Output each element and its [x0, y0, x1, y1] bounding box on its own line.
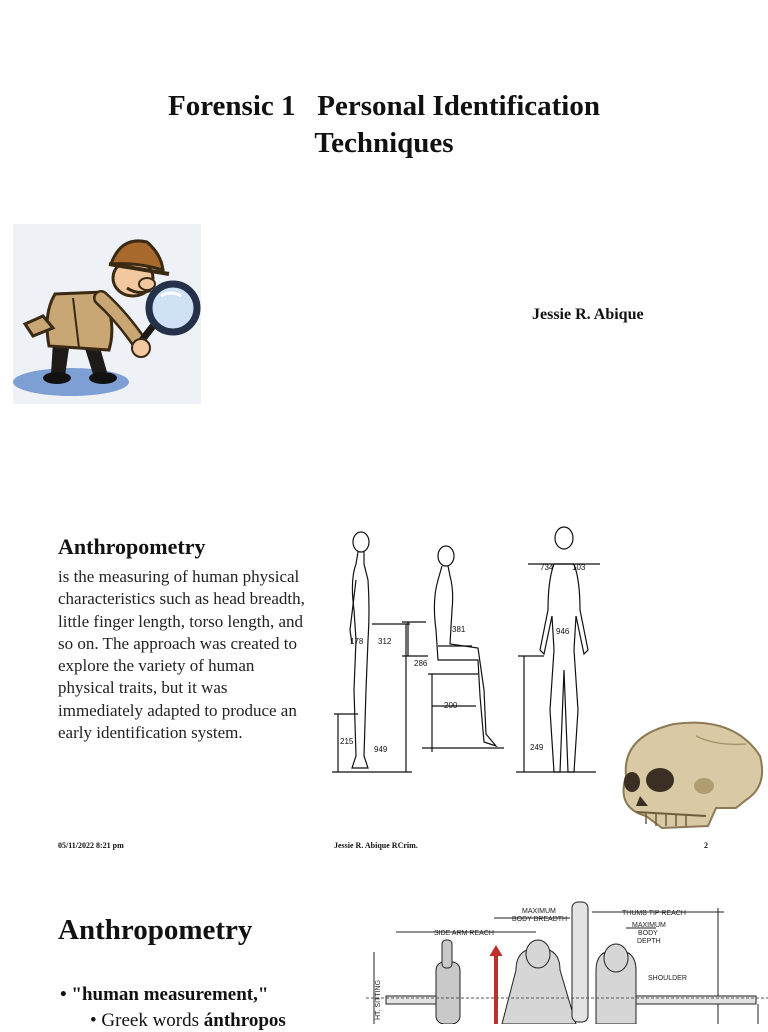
label-max-body-depth-1: MAXIMUM [632, 922, 666, 929]
bullet-greek-term: ánthropos [203, 1010, 286, 1031]
anthropometry-heading: Anthropometry [58, 534, 206, 559]
label-215: 215 [340, 737, 354, 746]
label-max-body-depth-3: DEPTH [637, 938, 661, 945]
label-200: 200 [444, 701, 458, 710]
page-number: 2 [704, 841, 708, 850]
label-max-body-breadth-1: MAXIMUM [522, 908, 556, 915]
label-max-body-breadth-2: BODY BREADTH [512, 916, 568, 923]
body-reach-measurement-diagram [366, 896, 768, 1024]
label-height-sitting: HT. SITTING [375, 979, 382, 1020]
label-734: 734 [540, 563, 554, 572]
human-skull-image [596, 716, 768, 834]
human-body-measurement-figures [328, 520, 600, 782]
anthropometry-heading-2: Anthropometry [58, 914, 253, 946]
label-side-arm-reach: SIDE ARM REACH [434, 930, 494, 937]
label-max-body-depth-2: BODY [638, 930, 658, 937]
detective-with-magnifying-glass-icon [13, 224, 201, 404]
bullet-human-measurement: • "human measurement," [60, 984, 269, 1005]
bullet-greek-words-text: • Greek words [90, 1010, 204, 1031]
label-thumb-tip-reach: THUMB TIP REACH [622, 910, 686, 917]
label-312: 312 [378, 637, 392, 646]
bullet-greek-words [90, 1010, 286, 1032]
label-286: 286 [414, 659, 428, 668]
footer-date: 05/11/2022 8:21 pm [58, 841, 124, 850]
anthropometry-definition: is the measuring of human physical characteristics such as head breadth, little finger length, torso length, and so on. The approach was created to explore the variety of human physical traits, but it was immediately adapted to produce an early identification system. [58, 567, 305, 743]
label-381: 381 [452, 625, 466, 634]
footer-credit: Jessie R. Abique RCrim. [334, 841, 418, 850]
label-946: 946 [556, 627, 570, 636]
slide-title-line-2: Techniques [314, 127, 454, 159]
slide-title [0, 88, 768, 162]
label-shoulder: SHOULDER [648, 975, 687, 982]
label-178: 178 [350, 637, 364, 646]
label-949: 949 [374, 745, 388, 754]
author-name: Jessie R. Abique [532, 306, 644, 323]
label-249: 249 [530, 743, 544, 752]
slide-title-line-1: Forensic 1 Personal Identification [167, 90, 600, 122]
label-103: 103 [572, 563, 586, 572]
